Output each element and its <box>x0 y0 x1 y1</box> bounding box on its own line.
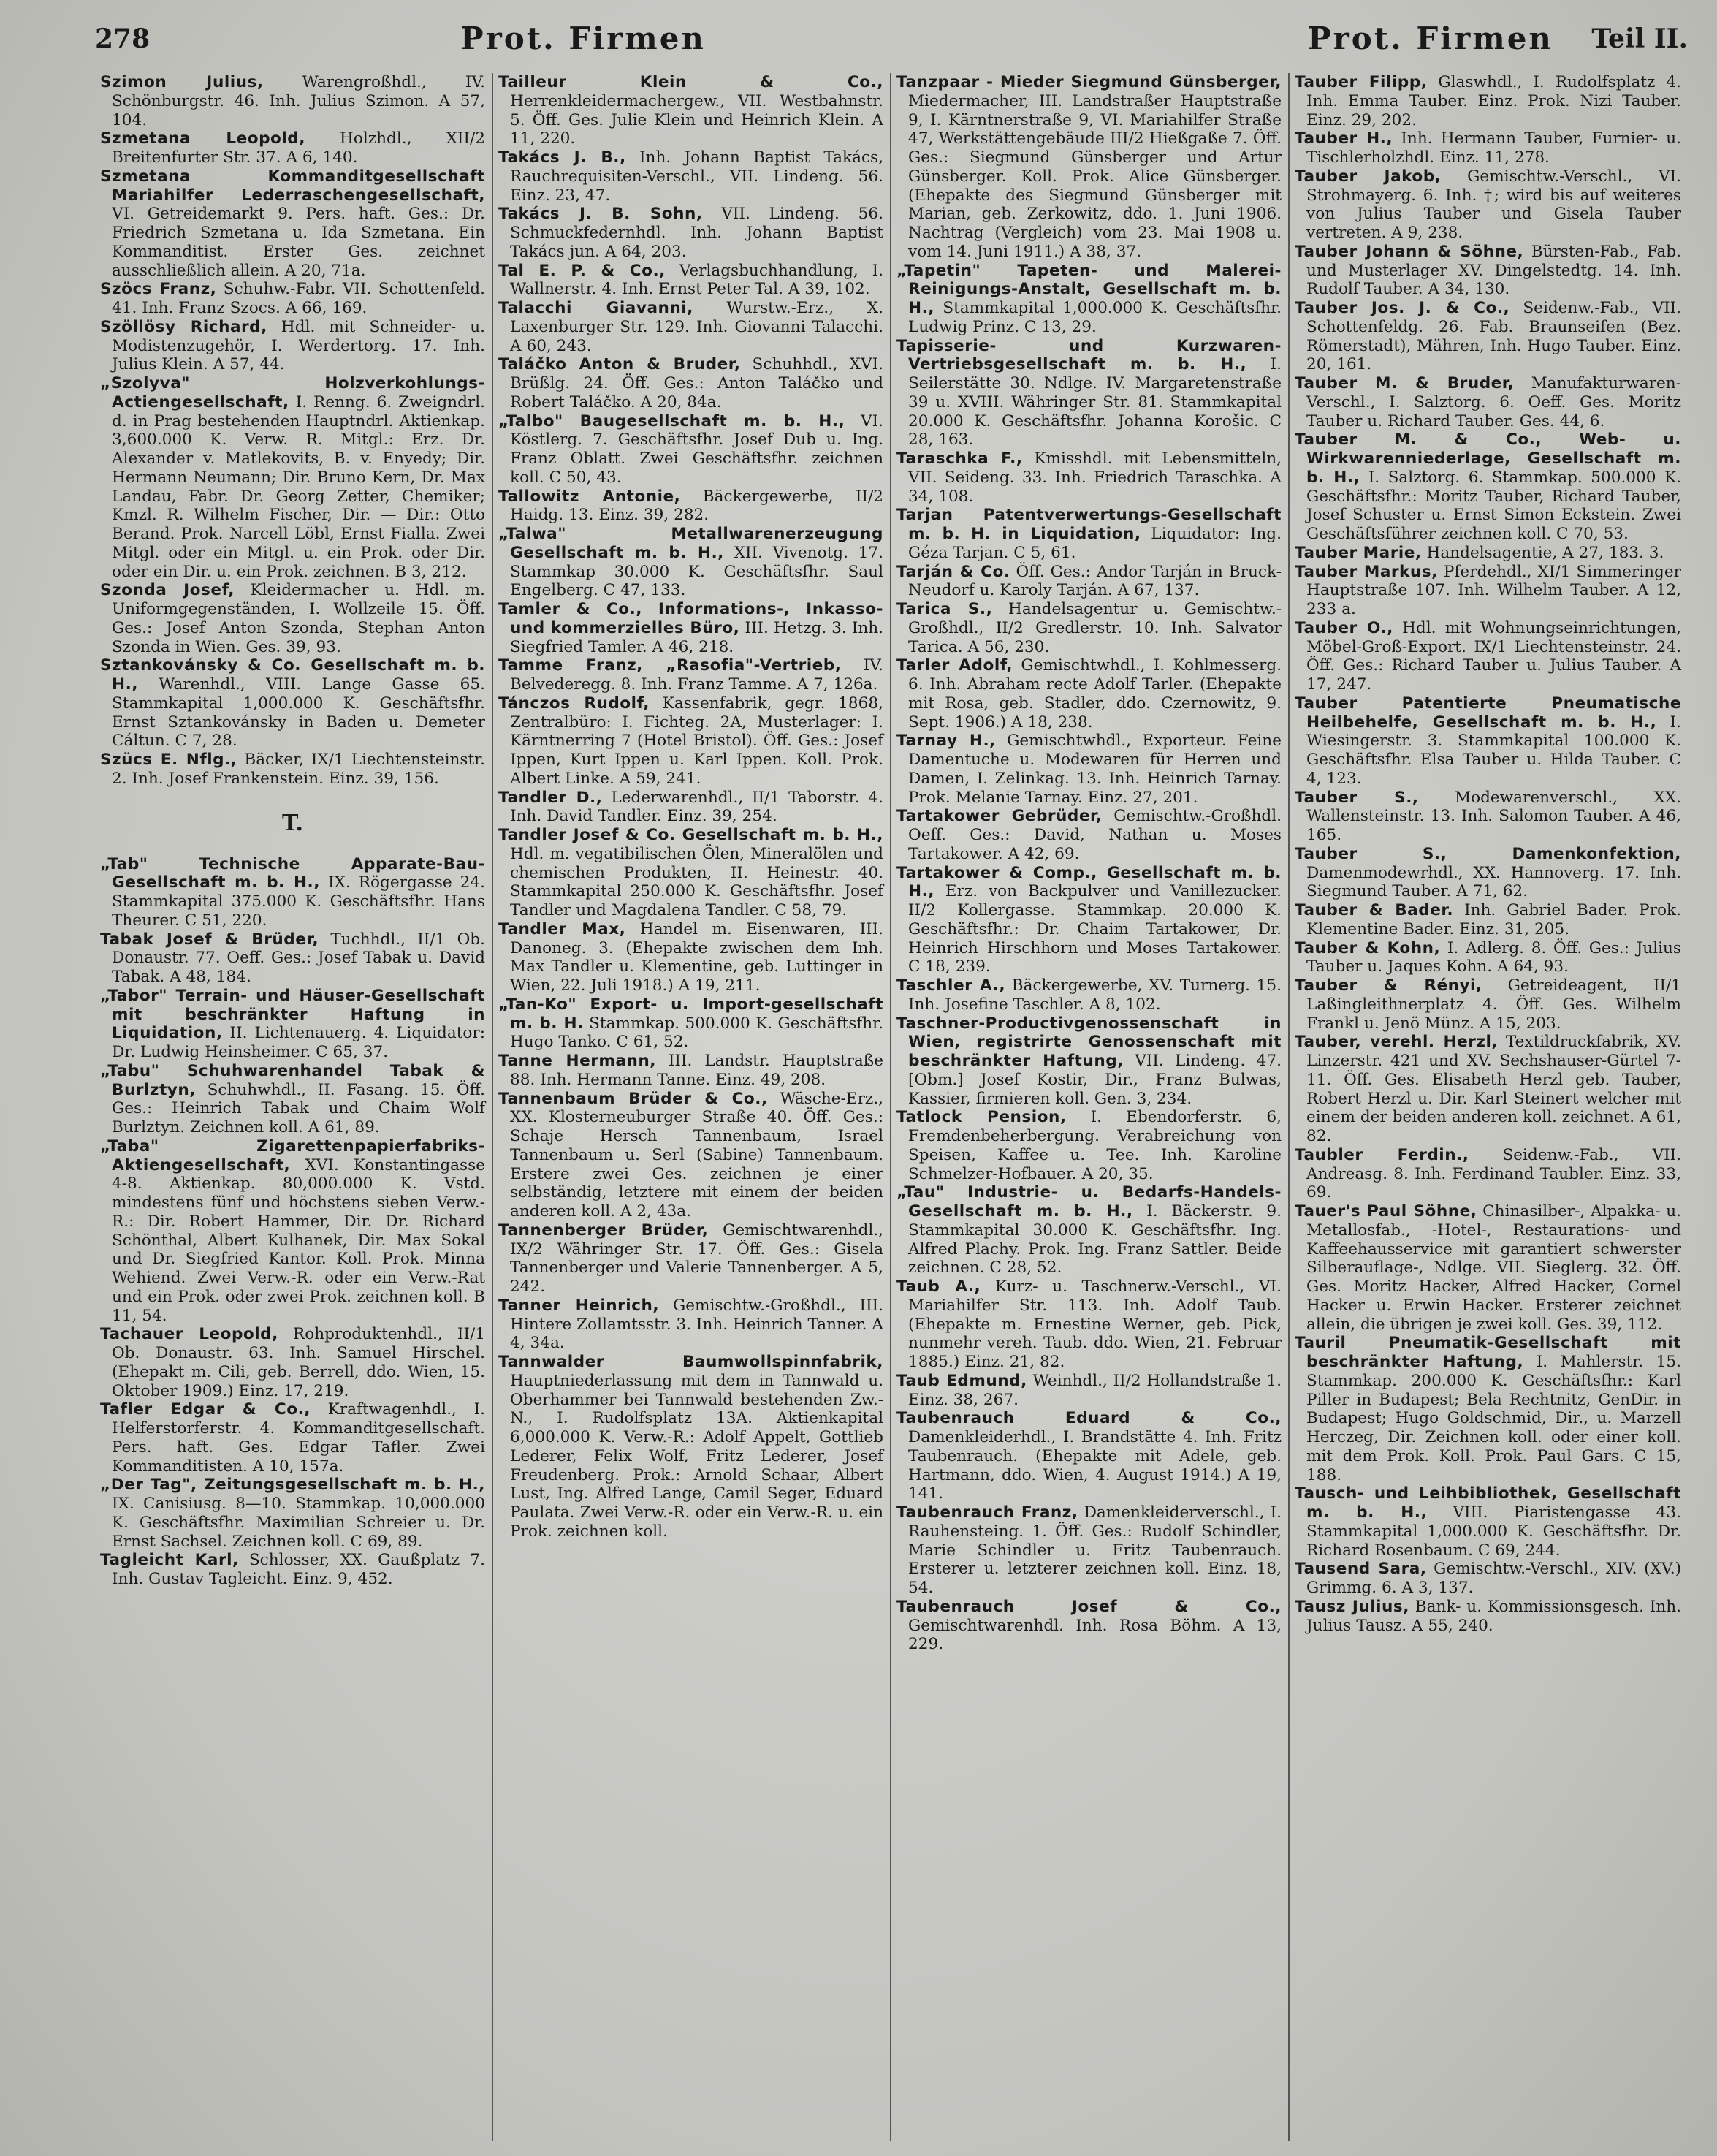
entry-details: Weinhdl., II/2 Hollandstraße 1. Einz. 38, 267. <box>908 1371 1282 1409</box>
firm-name: „Tab" Technische Apparate-Bau-Gesellschaft m. b. H., <box>100 854 485 892</box>
firm-name: „Talbo" Baugesellschaft m. b. H., <box>498 411 845 430</box>
directory-entry <box>1295 129 1681 167</box>
entry-details: Seidenw.-Fab., VII. Andreasg. 8. Inh. Ferdinand Taubler. Einz. 33, 69. <box>1306 1145 1681 1202</box>
directory-entry <box>100 318 485 374</box>
entry-details: IX. Rögergasse 24. Stammkapital 375.000 K. Geschäftsfhr. Hans Theurer. C 51, 220. <box>112 873 485 930</box>
directory-entry <box>896 563 1282 601</box>
directory-entry <box>896 600 1282 656</box>
directory-entry <box>100 1062 485 1137</box>
directory-entry <box>1295 694 1681 789</box>
directory-entry <box>100 1400 485 1476</box>
directory-entry <box>498 1090 883 1221</box>
entry-details: Stammkap. 500.000 K. Geschäftsfhr. Hugo Tanko. C 61, 52. <box>510 1014 883 1052</box>
directory-entry <box>896 1372 1282 1410</box>
firm-name: Szöcs Franz, <box>100 280 217 299</box>
directory-entry <box>1295 1560 1681 1598</box>
directory-entry <box>1295 789 1681 845</box>
entry-details: IV. Belvederegg. 8. Inh. Franz Tamme. A 7, 126a. <box>510 656 883 694</box>
firm-name: Tabak Josef & Brüder, <box>100 930 319 949</box>
firm-name: Tauber & Bader. <box>1295 901 1454 919</box>
entry-details: Warenhdl., VIII. Lange Gasse 65. Stammkapital 1,000.000 K. Geschäftsfhr. Ernst Sztankovánsky in Baden u. Demeter Cáltun. C 7, 28. <box>112 675 485 751</box>
directory-entry <box>498 487 883 525</box>
directory-entry <box>498 1297 883 1353</box>
firm-name: Tamler & Co., Informations-, Inkasso- und kommerzielles Büro, <box>498 600 883 637</box>
directory-entry <box>100 855 485 930</box>
firm-name: Takács J. B. Sohn, <box>498 205 703 224</box>
firm-name: Tarjan Patentverwertungs-Gesellschaft m. b. H. in Liquidation, <box>896 506 1282 543</box>
entry-details: Gemischtw.-Verschl., VI. Strohmayerg. 6. Inh. †; wird bis auf weiteres von Julius Tauber und Gisela Tauber vertreten. A 9, 238. <box>1306 167 1681 242</box>
running-title-right: Prot. Firmen <box>1308 20 1553 56</box>
directory-entry <box>498 1052 883 1090</box>
firm-name: „Tau" Industrie- u. Bedarfs-Handels-Gesellschaft m. b. H., <box>896 1183 1282 1221</box>
entry-details: VI. Köstlerg. 7. Geschäftsfhr. Josef Dub u. Ing. Franz Oblatt. Zwei Geschäftsfhr. zeichnen koll. C 50, 43. <box>510 411 883 487</box>
entry-details: Erz. von Backpulver und Vanillezucker. II/2 Kollergasse. Stammkap. 20.000 K. Geschäftsfhr.: Dr. Chaim Tartakower, Dr. Heinrich Hirschhorn und Moses Tartakower. C 18, 239. <box>908 882 1282 976</box>
entry-details: I. Ebendorferstr. 6, Fremdenbeherbergung. Verabreichung von Speisen, Kaffee u. Tee. Inh. Karoline Schmelzer-Hofbauer. A 20, 35. <box>908 1108 1282 1183</box>
firm-name: Tarján & Co. <box>896 562 1010 581</box>
firm-name: Tauber H., <box>1295 129 1393 148</box>
entry-details: I. Seilerstätte 30. Ndlge. IV. Margaretenstraße 39 u. XVIII. Währinger Str. 81. Stammkapital 20.000 K. Geschäftsfhr. Johanna Korošic. C 28, 163. <box>908 355 1282 449</box>
firm-name: Taraschka F., <box>896 449 1023 468</box>
entry-details: Rohproduktenhdl., II/1 Ob. Donaustr. 63. Inh. Samuel Hirschel. (Ehepakt m. Cili, geb. Berrell, ddo. Wien, 15. Oktober 1909.) Einz. 17, 219. <box>112 1325 485 1400</box>
entry-details: I. Mahlerstr. 15. Stammkap. 200.000 K. Geschäftsfhr.: Karl Piller in Budapest; Bela Rechtnitz, GenDir. in Budapest; Hugo Goldschmid, Dir., u. Marzell Herczeg, Dir. Zeichnen koll. oder einer koll. mit dem Prok. Koll. Prok. Paul Gars. C 15, 188. <box>1306 1353 1681 1484</box>
section-letter: T. <box>282 810 303 836</box>
firm-name: Tauber S., <box>1295 788 1419 807</box>
entry-details: II. Lichtenauerg. 4. Liquidator: Dr. Ludwig Heinsheimer. C 65, 37. <box>112 1024 485 1061</box>
entry-details: I. Renng. 6. Zweigndrl. d. in Prag bestehenden Hauptndrl. Aktienkap. 3,600.000 K. Verw. R. Mitgl.: Erz. Dr. Alexander v. Matlekovits, B. v. Enyedy; Dir. Hermann Neumann; Dir. Bruno Kern, Dr. Max Landau, Fabr. Dr. Georg Zetter, Chemiker; Kmzl. R. Wilhelm Fischer, Dir. — Dir.: Otto Berand. Prok. Narcell Löbl, Ernst Fialla. Zwei Mitgl. oder ein Mitgl. u. ein Prok. oder Dir. oder ein Dir. u. ein Prok. zeichnen. B 3, 212. <box>112 392 485 581</box>
firm-name: Tauber & Rényi, <box>1295 976 1482 995</box>
directory-entry <box>498 148 883 205</box>
entry-details: Bürsten-Fab., Fab. und Musterlager XV. Dingelstedtg. 14. Inh. Rudolf Tauber. A 34, 130. <box>1306 242 1681 299</box>
entry-details: VI. Getreidemarkt 9. Pers. haft. Ges.: Dr. Friedrich Szmetana u. Ida Szmetana. Ein Kommanditist. Erster Ges. zeichnet ausschließlich allein. A 20, 71a. <box>112 205 485 280</box>
firm-name: „Talwa" Metallwarenerzeugung Gesellschaft m. b. H., <box>498 525 883 562</box>
firm-name: Tauber & Kohn, <box>1295 938 1441 957</box>
entry-details: Tuchhdl., II/1 Ob. Donaustr. 77. Oeff. Ges.: Josef Tabak u. David Tabak. A 48, 184. <box>112 930 485 986</box>
entry-details: Textildruckfabrik, XV. Linzerstr. 421 und XV. Sechshauser-Gürtel 7-11. Öff. Ges. Elisabeth Herzl geb. Tauber, Robert Herzl u. Dir. Karl Steinert welcher mit einem der beiden anderen koll. zeichnet. A 61, 82. <box>1306 1033 1681 1145</box>
firm-name: Taschler A., <box>896 976 1006 995</box>
entry-details: VII. Lindeng. 56. Schmuckfedernhdl. Inh. Johann Baptist Takács jun. A 64, 203. <box>510 205 883 261</box>
firm-name: „Der Tag", Zeitungsgesellschaft m. b. H., <box>100 1476 485 1495</box>
firm-name: Tauber Johann & Söhne, <box>1295 242 1524 261</box>
directory-entry <box>498 600 883 656</box>
directory-entry <box>896 73 1282 262</box>
directory-entry <box>100 374 485 581</box>
firm-name: „Taba" Zigarettenpapierfabriks-Aktiengesellschaft, <box>100 1136 485 1174</box>
entry-details: Gemischtwhdl., Exporteur. Feine Damentuche u. Modewaren für Herren und Damen, I. Zelinkag. 13. Inh. Heinrich Tarnay. Prok. Melanie Tarnay. Einz. 27, 201. <box>908 732 1282 807</box>
firm-name: Talacchi Giavanni, <box>498 299 693 317</box>
directory-entry <box>498 299 883 355</box>
firm-name: Tachauer Leopold, <box>100 1325 278 1344</box>
entry-details: Gemischtw.-Verschl., XIV. (XV.) Grimmg. 6. A 3, 137. <box>1306 1560 1681 1597</box>
firm-name: „Tabor" Terrain- und Häuser-Gesellschaft mit beschränkter Haftung in Liquidation, <box>100 986 485 1043</box>
directory-entry <box>100 1551 485 1589</box>
directory-entry <box>896 1108 1282 1183</box>
entry-details: Glaswhdl., I. Rudolfsplatz 4. Inh. Emma Tauber. Einz. Prok. Nizi Tauber. Einz. 29, 202. <box>1306 73 1682 129</box>
entry-details: Getreideagent, II/1 Laßingleithnerplatz 4. Öff. Ges. Wilhelm Frankl u. Jenö Münz. A 15, 203. <box>1306 976 1681 1033</box>
entry-details: Kleidermacher u. Hdl. m. Uniformgegenständen, I. Wollzeile 15. Öff. Ges.: Josef Anton Szonda, Stephan Anton Szonda in Wien. Ges. 39, 93. <box>112 581 485 656</box>
entry-details: Lederwarenhdl., II/1 Taborstr. 4. Inh. David Tandler. Einz. 39, 254. <box>510 788 883 826</box>
firm-name: Tartakower & Comp., Gesellschaft m. b. H., <box>896 863 1282 901</box>
firm-name: Tandler Josef & Co. Gesellschaft m. b. H., <box>498 826 883 844</box>
entry-details: Stammkapital 1,000.000 K. Geschäftsfhr. Ludwig Prinz. C 13, 29. <box>908 299 1282 336</box>
firm-name: Tauber Jos. J. & Co., <box>1295 299 1510 317</box>
directory-entry <box>100 581 485 656</box>
firm-name: Tatlock Pension, <box>896 1108 1067 1127</box>
firm-name: Tausend Sara, <box>1295 1560 1427 1579</box>
entry-details: I. Salztorg. 6. Stammkap. 500.000 K. Geschäftsfhr.: Moritz Tauber, Richard Tauber, Josef Schuster u. Ernst Simon Eckstein. Zwei Geschäftsführer zeichnen koll. C 70, 53. <box>1306 468 1681 543</box>
firm-name: Tauber O., <box>1295 618 1393 637</box>
page-header <box>95 20 1688 64</box>
entry-details: Handelsagentur u. Gemischtw.-Großhdl., II/2 Gredlerstr. 10. Inh. Salvator Tarica. A 56, 230. <box>908 600 1282 656</box>
directory-entry <box>498 262 883 300</box>
column-1 <box>95 73 493 2141</box>
entry-details: Verlagsbuchhandlung, I. Wallnerstr. 4. Inh. Ernst Peter Tal. A 39, 102. <box>510 261 883 299</box>
entry-details: VII. Lindeng. 47. [Obm.] Josef Kostir, Dir., Franz Bulwas, Kassier, firmieren koll. Gen. 3, 234. <box>908 1052 1282 1108</box>
directory-entry <box>896 1598 1282 1654</box>
entry-details: III. Hetzg. 3. Inh. Siegfried Tamler. A 46, 218. <box>510 618 884 656</box>
running-title-left: Prot. Firmen <box>460 20 706 56</box>
directory-entry <box>100 987 485 1062</box>
entry-details: Gemischtwarenhdl., IX/2 Währinger Str. 17. Öff. Ges.: Gisela Tannenberger und Valerie Tannenberger. A 5, 242. <box>510 1221 883 1296</box>
directory-entry <box>1295 374 1681 430</box>
entry-details: Schlosser, XX. Gaußplatz 7. Inh. Gustav Tagleicht. Einz. 9, 452. <box>112 1551 485 1588</box>
firm-name: Szmetana Kommanditgesellschaft Mariahilfer Lederraschengesellschaft, <box>100 167 485 205</box>
directory-entry <box>498 656 883 694</box>
entry-details: Miedermacher, III. Landstraßer Hauptstraße 9, I. Kärntnerstraße 9, VI. Mariahilfer Straße 47, Werkstättengebäude III/2 Hießgaße 7. Öff. Ges.: Siegmund Günsberger und Artur Günsberger. Koll. Prok. Alice Günsberger. (Ehepakte des Siegmund Günsberger mit Marian, geb. Zerkowitz, ddo. 1. Juni 1906. Nachtrag (Vergleich) vom 23. Mai 1908 u. vom 14. Juni 1911.) A 38, 37. <box>908 91 1282 261</box>
firm-name: Tauber Marie, <box>1295 543 1422 562</box>
directory-entry <box>1295 243 1681 299</box>
firm-name: Takács J. B., <box>498 148 626 167</box>
entry-details: Pferdehdl., XI/1 Simmeringer Hauptstraße 107. Inh. Wilhelm Tauber. A 12, 233 a. <box>1306 562 1681 618</box>
firm-name: Tallowitz Antonie, <box>498 487 681 506</box>
firm-name: „Tabu" Schuhwarenhandel Tabak & Burlztyn, <box>100 1061 485 1099</box>
firm-name: Tanner Heinrich, <box>498 1296 660 1315</box>
directory-entry <box>498 920 883 995</box>
entry-details: Gemischtw.-Großhdl., III. Hintere Zollamtsstr. 3. Inh. Heinrich Tanner. A 4, 34a. <box>510 1296 883 1353</box>
firm-name: „Tapetin" Tapeten- und Malerei-Reinigungs-Anstalt, Gesellschaft m. b. H., <box>896 261 1282 317</box>
entry-details: Hdl. mit Schneider- u. Modistenzugehör, I. Werdertorg. 17. Inh. Julius Klein. A 57, 44. <box>112 317 486 374</box>
directory-entry <box>1295 167 1681 243</box>
directory-entry <box>498 355 883 411</box>
entry-details: Wurstw.-Erz., X. Laxenburger Str. 129. Inh. Giovanni Talacchi. A 60, 243. <box>510 299 883 355</box>
part-label: Teil II. <box>1591 23 1688 54</box>
firm-name: Taubenrauch Eduard & Co., <box>896 1409 1282 1428</box>
firm-name: Tauber M. & Co., Web- u. Wirkwarenniederlage, Gesellschaft m. b. H., <box>1295 430 1681 487</box>
firm-name: Szmetana Leopold, <box>100 129 305 148</box>
entry-details: Wäsche-Erz., XX. Klosterneuburger Straße 40. Öff. Ges.: Schaje Hersch Tannenbaum, Israel Tannenbaum u. Serl (Sabine) Tannenbaum. Erstere zwei Ges. zeichnen je einer selbständig, letztere mit einem der beiden anderen koll. A 2, 43a. <box>510 1089 884 1221</box>
entry-details: IX. Canisiusg. 8—10. Stammkap. 10,000.000 K. Geschäftsfhr. Maximilian Schreier u. Dr. Ernst Sachsel. Zeichnen koll. C 69, 89. <box>112 1495 485 1551</box>
firm-name: Tanne Hermann, <box>498 1052 656 1070</box>
entry-details: Hauptniederlassung mit dem in Tannwald u. Oberhammer bei Tannwald bestehenden Zw.-N., I. Rudolfsplatz 13A. Aktienkapital 6,000.000 K. Verw.-R.: Adolf Appelt, Gottlieb Lederer, Felix Wolf, Fritz Lederer, Josef Freudenberg. Prok.: Arnold Schaar, Albert Lust, Ing. Alfred Lange, Camil Seger, Eduard Paulata. Zwei Verw.-R. oder ein Verw.-R. u. ein Prok. zeichnen koll. <box>510 1371 883 1541</box>
directory-entry <box>896 1503 1282 1598</box>
column-2 <box>493 73 891 2141</box>
column-3 <box>891 73 1290 2141</box>
directory-entry <box>100 280 485 318</box>
directory-entry <box>100 1325 485 1400</box>
directory-entry <box>498 525 883 600</box>
firm-name: Tarnay H., <box>896 732 996 751</box>
directory-entry <box>498 995 883 1052</box>
entry-details: Hdl. mit Wohnungseinrichtungen, Möbel-Groß-Export. IX/1 Liechtensteinstr. 24. Öff. Ges.: Richard Tauber u. Julius Tauber. A 17, 247. <box>1306 618 1681 694</box>
firm-name: Tamme Franz, „Rasofia"-Vertrieb, <box>498 656 842 675</box>
firm-name: Tánczos Rudolf, <box>498 694 650 713</box>
firm-name: Tauber Jakob, <box>1295 167 1442 186</box>
firm-name: Tartakower Gebrüder, <box>896 807 1103 826</box>
directory-entry <box>896 506 1282 562</box>
firm-name: Tauber S., Damenkonfektion, <box>1295 844 1681 863</box>
directory-entry <box>100 656 485 751</box>
firm-name: Tafler Edgar & Co., <box>100 1400 311 1419</box>
entry-details: Schuhwhdl., II. Fasang. 15. Öff. Ges.: Heinrich Tabak und Chaim Wolf Burlztyn. Zeichnen koll. A 61, 89. <box>112 1080 485 1136</box>
directory-entry <box>1295 1334 1681 1484</box>
firm-name: Taub Edmund, <box>896 1371 1027 1390</box>
firm-name: Sztankovánsky & Co. Gesellschaft m. b. H., <box>100 656 485 694</box>
firm-name: „Tan-Ko" Export- u. Import-gesellschaft m. b. H. <box>498 995 883 1033</box>
entry-details: Damenmodewrhdl., XX. Hannoverg. 17. Inh. Siegmund Tauber. A 71, 62. <box>1306 863 1681 901</box>
directory-entry <box>1295 544 1681 563</box>
directory-entry <box>896 1014 1282 1109</box>
entry-details: Holzhdl., XII/2 Breitenfurter Str. 37. A 6, 140. <box>112 129 486 167</box>
entry-details: Seidenw.-Fab., VII. Schottenfeldg. 26. Fab. Braunseifen (Bez. Römerstadt), Mähren, Inh. Hugo Tauber. Einz. 20, 161. <box>1306 299 1682 374</box>
entry-details: Schuhw.-Fabr. VII. Schottenfeld. 41. Inh. Franz Szocs. A 66, 169. <box>112 280 485 317</box>
directory-entry <box>498 1353 883 1541</box>
firm-name: Tauber Filipp, <box>1295 73 1428 91</box>
firm-name: Szöllösy Richard, <box>100 317 267 336</box>
directory-entry <box>498 205 883 261</box>
firm-name: Tailleur Klein & Co., <box>498 73 883 91</box>
firm-name: Taubenrauch Josef & Co., <box>896 1597 1282 1616</box>
entry-details: Modewarenverschl., XX. Wallensteinstr. 13. Inh. Salomon Tauber. A 46, 165. <box>1306 788 1682 844</box>
firm-name: Szimon Julius, <box>100 73 264 91</box>
firm-name: Szücs E. Nflg., <box>100 751 237 769</box>
directory-entry <box>1295 901 1681 939</box>
directory-entry <box>896 732 1282 807</box>
entry-details: Manufakturwaren-Verschl., I. Salztorg. 6. Oeff. Ges. Moritz Tauber u. Richard Tauber. Ges. 44, 6. <box>1306 374 1682 430</box>
entry-details: Inh. Gabriel Bader. Prok. Klementine Bader. Einz. 31, 205. <box>1306 901 1681 938</box>
firm-name: Tauber, verehl. Herzl, <box>1295 1033 1499 1052</box>
firm-name: Tagleicht Karl, <box>100 1551 239 1570</box>
firm-name: Tausch- und Leihbibliothek, Gesellschaft m. b. H., <box>1295 1484 1681 1522</box>
directory-entry <box>896 807 1282 863</box>
firm-name: Tauer's Paul Söhne, <box>1295 1202 1477 1221</box>
firm-name: Tauber Patentierte Pneumatische Heilbehelfe, Gesellschaft m. b. H., <box>1295 694 1681 732</box>
directory-entry <box>1295 939 1681 977</box>
firm-name: Tandler D., <box>498 788 603 807</box>
directory-entry <box>896 864 1282 977</box>
directory-entry <box>896 262 1282 337</box>
column-4 <box>1290 73 1688 2141</box>
directory-entry <box>896 449 1282 506</box>
directory-entry <box>498 1221 883 1297</box>
firm-name: Taubler Ferdin., <box>1295 1145 1469 1164</box>
directory-entry <box>896 337 1282 450</box>
firm-name: Tandler Max, <box>498 919 626 938</box>
firm-name: Tannenberger Brüder, <box>498 1221 709 1240</box>
columns <box>95 73 1688 2141</box>
entry-details: Herrenkleidermachergew., VII. Westbahnstr. 5. Öff. Ges. Julie Klein und Heinrich Klein. A 11, 220. <box>510 91 883 148</box>
directory-entry <box>1295 1598 1681 1636</box>
firm-name: Szonda Josef, <box>100 581 235 600</box>
entry-details: XVI. Konstantingasse 4-8. Aktienkap. 80,000.000 K. Vstd. mindestens fünf und höchstens sieben Verw.-R.: Dir. Robert Hammer, Dir. Dr. Richard Schönthal, Albert Kulhanek, Dir. Max Sokal und Dr. Siegfried Kantor. Koll. Prok. Minna Wehiend. Zwei Verw.-R. oder ein Verw.-Rat und ein Prok. oder zwei Prok. zeichnen koll. B 11, 54. <box>112 1155 485 1325</box>
entry-details: Inh. Hermann Tauber, Furnier- u. Tischlerholzhdl. Einz. 11, 278. <box>1306 129 1681 167</box>
entry-details: Bäckergewerbe, XV. Turnerg. 15. Inh. Josefine Taschler. A 8, 102. <box>908 976 1282 1014</box>
directory-entry <box>498 73 883 148</box>
firm-name: Tauber Markus, <box>1295 562 1438 581</box>
directory-entry <box>100 167 485 281</box>
directory-entry <box>100 129 485 167</box>
entry-details: Kmisshdl. mit Lebensmitteln, VII. Seideng. 33. Inh. Friedrich Taraschka. A 34, 108. <box>908 449 1282 506</box>
entry-details: Inh. Johann Baptist Takács, Rauchrequisiten-Verschl., VII. Lindeng. 56. Einz. 23, 47. <box>510 148 883 205</box>
entry-details: Bäcker, IX/1 Liechtensteinstr. 2. Inh. Josef Frankenstein. Einz. 39, 156. <box>112 751 485 788</box>
entry-details: Kassenfabrik, gegr. 1868, Zentralbüro: I. Fichteg. 2A, Musterlager: I. Kärntnerring 7 (Hotel Bristol). Öff. Ges.: Josef Ippen, Kurt Ippen u. Karl Ippen. Koll. Prok. Albert Linke. A 59, 241. <box>510 694 884 788</box>
firm-name: Taláčko Anton & Bruder, <box>498 355 741 374</box>
directory-entry <box>498 826 883 920</box>
directory-entry <box>896 1278 1282 1372</box>
entry-details: Gemischtw.-Großhdl. Oeff. Ges.: David, Nathan u. Moses Tartakower. A 42, 69. <box>908 807 1282 863</box>
firm-name: „Szolyva" Holzverkohlungs-Actiengesellschaft, <box>100 374 485 411</box>
firm-name: Tapisserie- und Kurzwaren-Vertriebsgesellschaft m. b. H., <box>896 336 1282 374</box>
directory-entry <box>1295 563 1681 619</box>
directory-entry <box>896 1183 1282 1278</box>
directory-entry <box>896 656 1282 732</box>
directory-entry <box>1295 299 1681 374</box>
entry-details: Bäckergewerbe, II/2 Haidg. 13. Einz. 39, 282. <box>510 487 883 525</box>
entry-details: Kraftwagenhdl., I. Helferstorferstr. 4. Kommanditgesellschaft. Pers. haft. Ges. Edgar Tafler. Zwei Kommanditisten. A 10, 157a. <box>112 1400 486 1476</box>
directory-entry <box>100 73 485 129</box>
entry-details: Handel m. Eisenwaren, III. Danoneg. 3. (Ehepakte zwischen dem Inh. Max Tandler u. Klementine, geb. Luttinger in Wien, 22. Juli 1918.) A 19, 211. <box>510 919 883 995</box>
entry-details: Handelsagentie, A 27, 183. 3. <box>1421 543 1664 562</box>
entry-details: III. Landstr. Hauptstraße 88. Inh. Hermann Tanne. Einz. 49, 208. <box>510 1052 883 1089</box>
entry-details: Kurz- u. Taschnerw.-Verschl., VI. Mariahilfer Str. 113. Inh. Adolf Taub. (Ehepakte m. Ernestine Werner, geb. Pick, nunmehr vereh. Taub. ddo. Wien, 21. Februar 1885.) Einz. 21, 82. <box>908 1278 1282 1371</box>
directory-entry <box>100 1476 485 1551</box>
entry-details: Schuhhdl., XVI. Brüßlg. 24. Öff. Ges.: Anton Taláčko und Robert Taláčko. A 20, 84a. <box>510 355 884 411</box>
firm-name: Tausz Julius, <box>1295 1597 1409 1616</box>
entry-details: Bank- u. Kommissionsgesch. Inh. Julius Tausz. A 55, 240. <box>1306 1597 1681 1635</box>
directory-entry <box>1295 619 1681 694</box>
firm-name: Tannenbaum Brüder & Co., <box>498 1089 768 1108</box>
directory-entry <box>1295 976 1681 1033</box>
entry-details: Warengroßhdl., IV. Schönburgstr. 46. Inh. Julius Szimon. A 57, 104. <box>112 73 486 129</box>
entry-details: Liquidator: Ing. Géza Tarjan. C 5, 61. <box>908 525 1282 562</box>
entry-details: Damenkleiderverschl., I. Rauhensteing. 1. Öff. Ges.: Rudolf Schindler, Marie Schindler u. Fritz Taubenrauch. Ersterer u. letzterer zeichnen koll. Einz. 18, 54. <box>908 1503 1282 1597</box>
page-number: 278 <box>95 23 151 54</box>
directory-entry <box>1295 1202 1681 1334</box>
directory-entry <box>896 976 1282 1014</box>
directory-entry <box>498 412 883 487</box>
entry-details: I. Wiesingerstr. 3. Stammkapital 100.000 K. Geschäftsfhr. Elsa Tauber u. Hilda Tauber. C 4, 123. <box>1306 713 1681 788</box>
directory-entry <box>498 694 883 789</box>
directory-entry <box>1295 1033 1681 1146</box>
entry-details: Gemischtwhdl., I. Kohlmesserg. 6. Inh. Abraham recte Adolf Tarler. (Ehepakte mit Rosa, geb. Stadler, ddo. Czernowitz, 9. Sept. 1906.) A 18, 238. <box>908 656 1282 732</box>
entry-details: I. Adlerg. 8. Öff. Ges.: Julius Tauber u. Jaques Kohn. A 64, 93. <box>1306 938 1682 976</box>
directory-entry <box>896 1409 1282 1503</box>
firm-name: Taubenrauch Franz, <box>896 1503 1078 1522</box>
entry-details: I. Bäckerstr. 9. Stammkapital 30.000 K. Geschäftsfhr. Ing. Alfred Plachy. Prok. Ing. Franz Sattler. Beide zeichnen. C 28, 52. <box>908 1202 1282 1278</box>
directory-entry <box>100 751 485 789</box>
firm-name: Tarica S., <box>896 600 993 618</box>
entry-details: Chinasilber-, Alpakka- u. Metallosfab., -Hotel-, Restaurations- und Kaffeehausservice mit garantiert schwerster Silberauflage-, Ndlge. VII. Sieglerg. 32. Öff. Ges. Moritz Hacker, Alfred Hacker, Cornel Hacker u. Erwin Hacker. Ersterer zeichnet allein, die übrigen je zwei koll. Ges. 39, 112. <box>1306 1202 1681 1334</box>
entry-details: Öff. Ges.: Andor Tarján in Bruck-Neudorf u. Karoly Tarján. A 67, 137. <box>908 562 1282 600</box>
firm-name: Taschner-Productivgenossenschaft in Wien, registrirte Genossenschaft mit beschränkter Haftung, <box>896 1014 1282 1070</box>
directory-entry <box>100 1137 485 1326</box>
firm-name: Tal E. P. & Co., <box>498 261 666 280</box>
directory-entry <box>1295 1484 1681 1560</box>
directory-entry <box>498 789 883 827</box>
directory-entry <box>1295 430 1681 544</box>
firm-name: Tanzpaar - Mieder Siegmund Günsberger, <box>896 73 1282 91</box>
firm-name: Tarler Adolf, <box>896 656 1013 675</box>
entry-details: VIII. Piaristengasse 43. Stammkapital 1,000.000 K. Geschäftsfhr. Dr. Richard Rosenbaum. C 69, 244. <box>1306 1503 1681 1560</box>
firm-name: Tauber M. & Bruder, <box>1295 374 1515 392</box>
entry-details: Damenkleiderhdl., I. Brandstätte 4. Inh. Fritz Taubenrauch. (Ehepakte mit Adele, geb. Hartmann, ddo. Wien, 4. August 1914.) A 19, 141. <box>908 1428 1282 1503</box>
firm-name: Tannwalder Baumwollspinnfabrik, <box>498 1353 883 1371</box>
directory-entry <box>1295 73 1681 129</box>
firm-name: Tauril Pneumatik-Gesellschaft mit beschränkter Haftung, <box>1295 1334 1681 1371</box>
directory-entry <box>100 930 485 987</box>
entry-details: Hdl. m. vegatibilischen Ölen, Mineralölen und chemischen Produkten, II. Heinestr. 40. Stammkapital 250.000 K. Geschäftsfhr. Josef Tandler und Magdalena Tandler. C 58, 79. <box>510 844 883 919</box>
entry-details: Gemischtwarenhdl. Inh. Rosa Böhm. A 13, 229. <box>908 1616 1282 1654</box>
directory-entry <box>1295 1146 1681 1202</box>
directory-entry <box>1295 845 1681 901</box>
firm-name: Taub A., <box>896 1278 981 1296</box>
entry-details: XII. Vivenotg. 17. Stammkap 30.000 K. Geschäftsfhr. Saul Engelberg. C 47, 133. <box>510 543 883 600</box>
